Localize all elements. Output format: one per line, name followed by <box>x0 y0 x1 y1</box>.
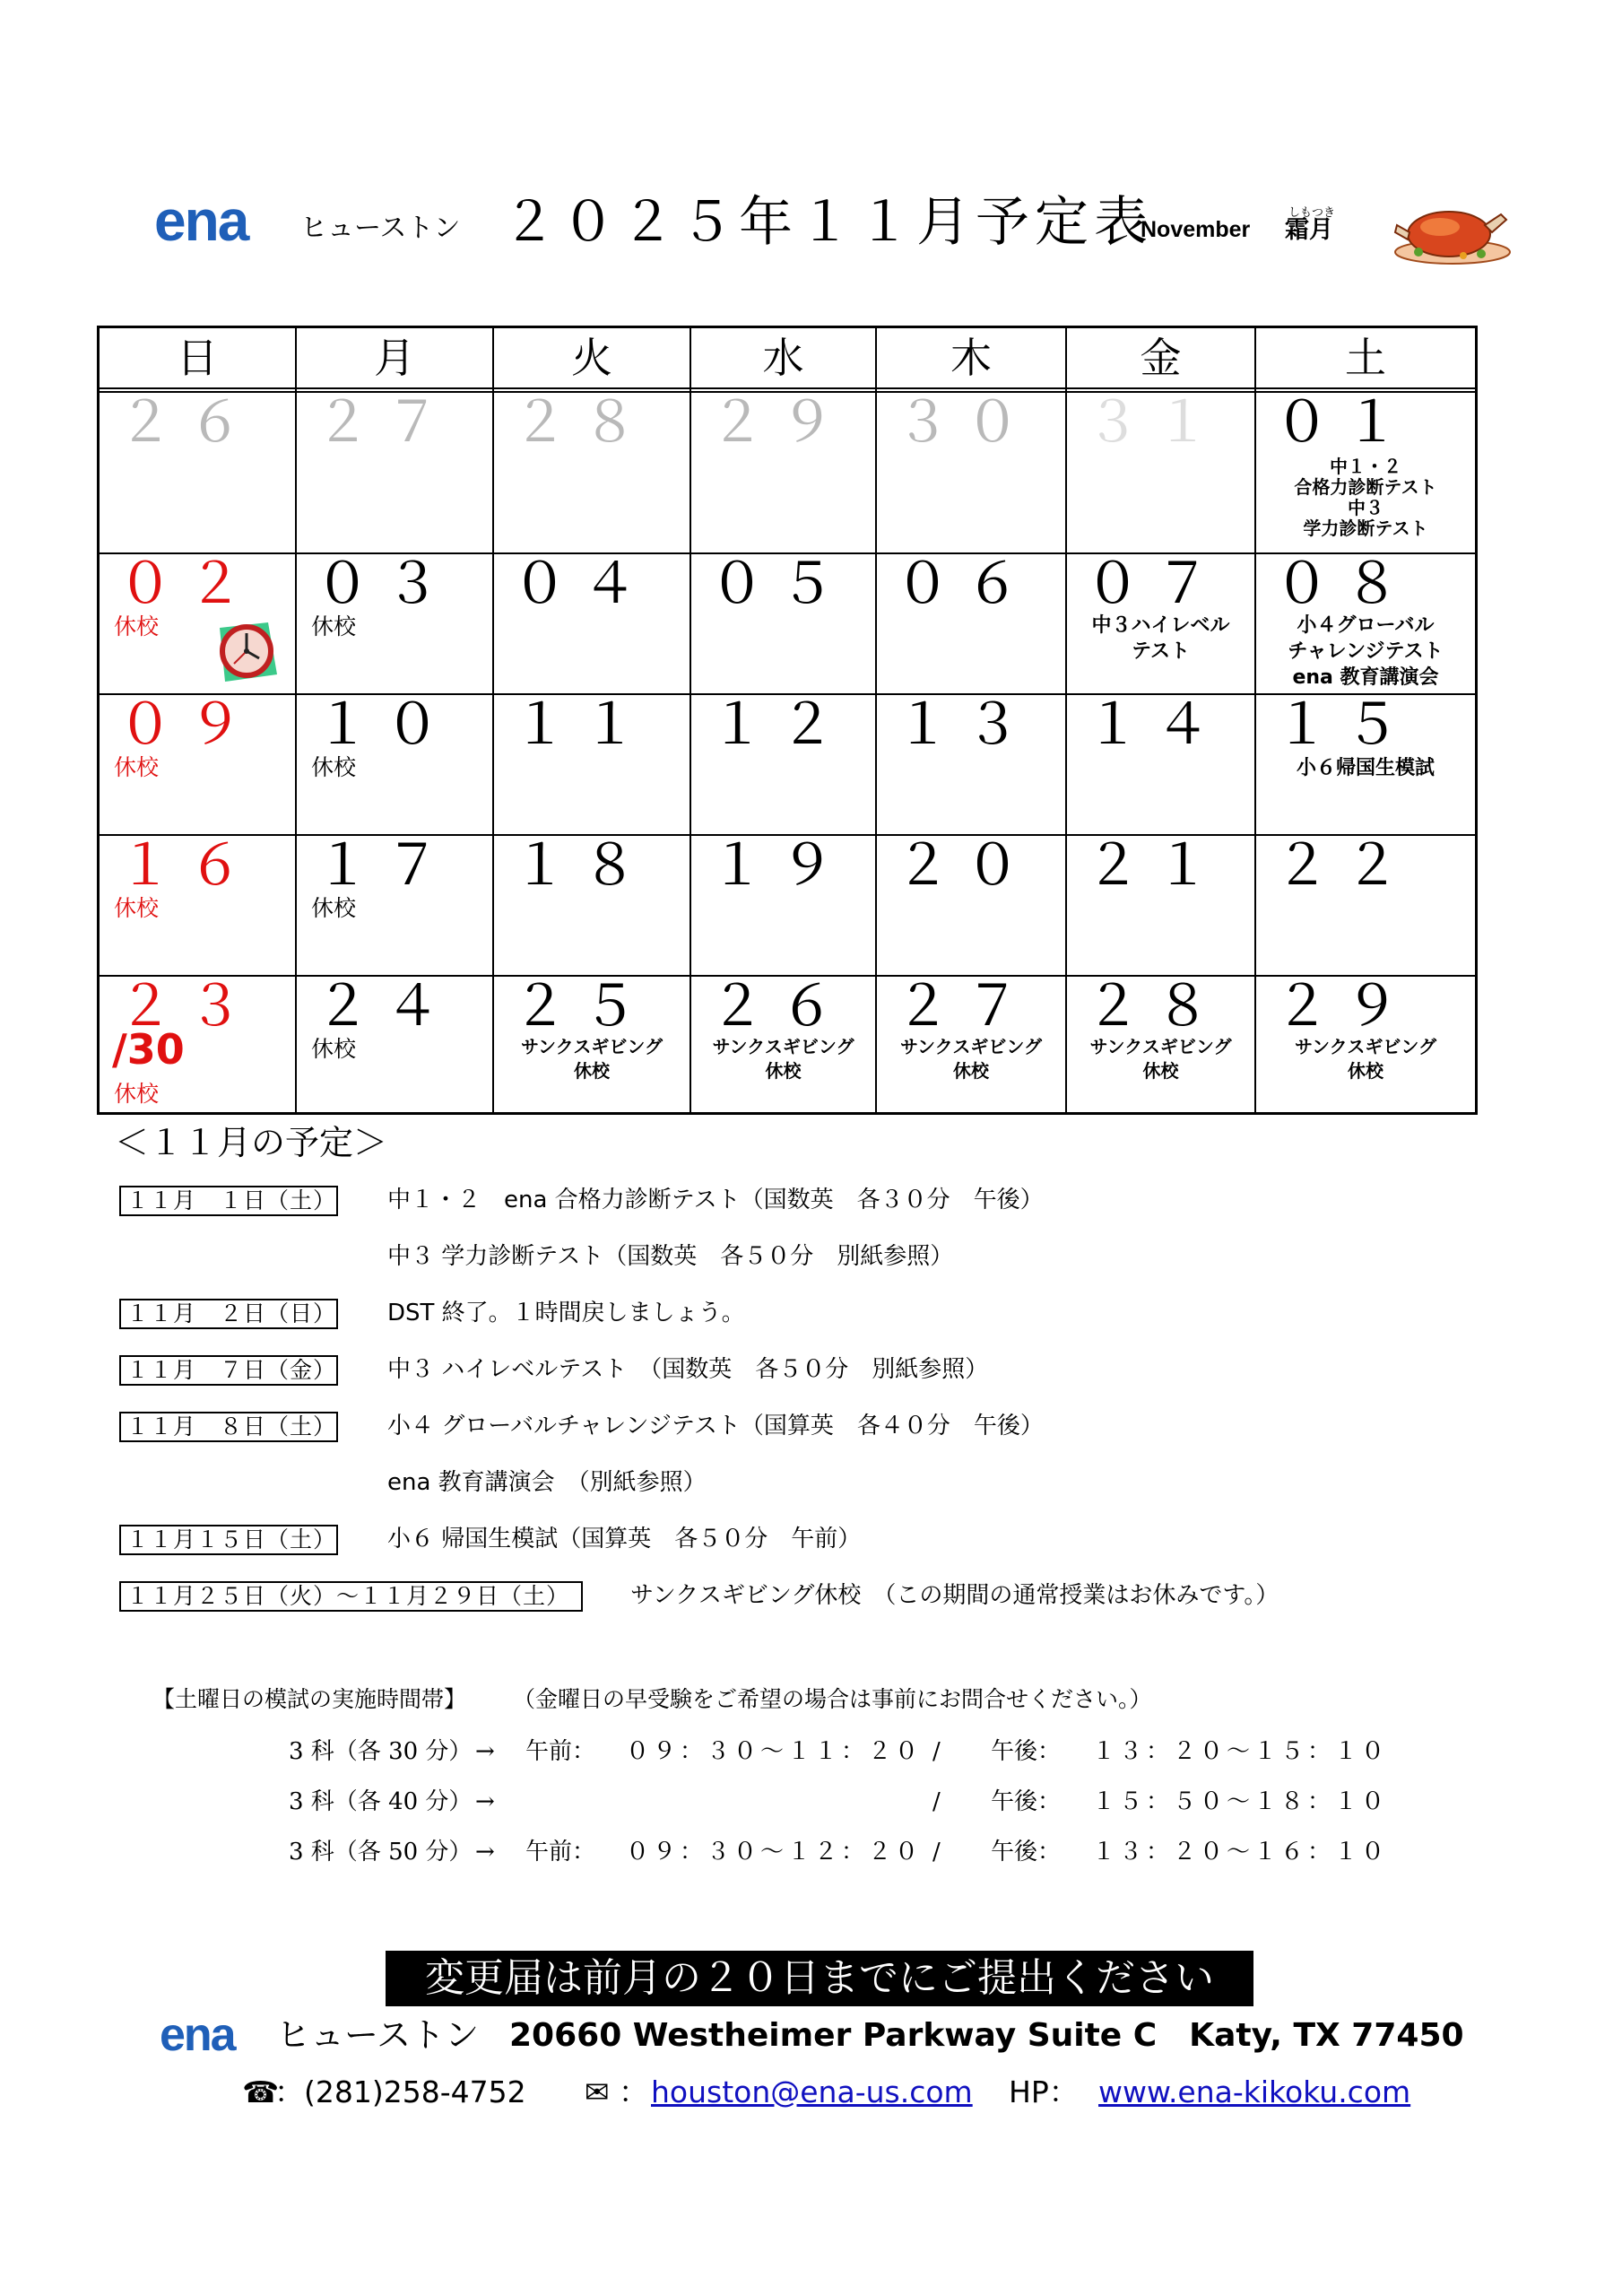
branch-name: ヒューストン <box>276 2015 480 2055</box>
schedule-heading: ＜１１月の予定＞ <box>115 1123 388 1162</box>
event-note: チャレンジテスト <box>1288 640 1444 663</box>
event-note: 休校 <box>574 1060 610 1082</box>
am-label: 午前： <box>525 1839 596 1866</box>
day-cell <box>1256 832 1475 975</box>
day-cell <box>691 691 875 834</box>
schedule-date: １１月２５日（火）～１１月２９日（土） <box>119 1581 583 1612</box>
day-cell <box>691 551 875 693</box>
pm-time: １５：５０～１８：１０ <box>1092 1788 1389 1815</box>
closed-note: 休校 <box>114 895 160 921</box>
day-number: ２１ <box>1085 832 1226 898</box>
mock-note: （金曜日の早受験をご希望の場合は事前にお問合せください。） <box>513 1686 1152 1712</box>
schedule-text: 小４ グローバルチャレンジテスト（国算英 各４０分 午後） <box>387 1413 1044 1439</box>
am-time: ０９：３０～１１：２０ <box>626 1738 923 1765</box>
notice-banner: 変更届は前月の２０日までにご提出ください <box>386 1951 1253 2006</box>
day-cell <box>100 973 295 1112</box>
separator: / <box>932 1738 941 1765</box>
event-note: サンクスギビング <box>1089 1036 1232 1057</box>
website-link[interactable]: www.ena-kikoku.com <box>1098 2074 1411 2109</box>
pm-label: 午後： <box>991 1839 1062 1866</box>
separator: / <box>932 1839 941 1866</box>
day-number: ３１ <box>1085 389 1226 455</box>
arrow: → <box>475 1738 495 1765</box>
event-note: ena 教育講演会 <box>1292 666 1439 689</box>
event-note: 休校 <box>1142 1060 1179 1082</box>
day-number: ０４ <box>512 551 653 616</box>
weekday-fri: 金 <box>1067 328 1256 387</box>
day-number: ０９ <box>117 691 258 757</box>
event-note: テスト <box>1131 640 1191 663</box>
day-cell <box>1067 973 1254 1112</box>
day-cell <box>1067 389 1254 552</box>
day-cell <box>1256 389 1475 552</box>
day-number: ２６ <box>117 389 258 455</box>
day-number: ２７ <box>315 389 455 455</box>
arrow: → <box>475 1788 495 1815</box>
day-number: １４ <box>1085 691 1226 757</box>
schedule-text: サンクスギビング休校 （この期間の通常授業はお休みです。） <box>630 1582 1279 1609</box>
schedule-text: ena 教育講演会 （別紙参照） <box>387 1469 707 1496</box>
day-cell <box>100 389 295 552</box>
weekday-thu: 木 <box>877 328 1067 387</box>
day-cell <box>100 691 295 834</box>
schedule-text: 中３ ハイレベルテスト （国数英 各５０分 別紙参照） <box>387 1356 989 1383</box>
day-cell <box>494 389 690 552</box>
arrow: → <box>475 1839 495 1866</box>
day-number: ０３ <box>315 551 455 616</box>
clock-icon <box>213 619 281 685</box>
email-link[interactable]: houston@ena-us.com <box>651 2074 973 2109</box>
schedule-text: 中３ 学力診断テスト（国数英 各５０分 別紙参照） <box>387 1243 954 1270</box>
day-cell <box>297 973 492 1112</box>
day-cell <box>1256 973 1475 1112</box>
day-number: ０８ <box>1274 551 1415 616</box>
day-number: ２９ <box>709 389 850 455</box>
day-number: １８ <box>512 832 653 898</box>
day-number: ０５ <box>709 551 850 616</box>
event-note: サンクスギビング <box>1295 1036 1436 1057</box>
event-note: 中３ハイレベル <box>1091 614 1230 637</box>
schedule-date: １１月１５日（土） <box>119 1525 338 1555</box>
day-number: ０１ <box>1274 389 1415 455</box>
day-number: ２８ <box>512 389 653 455</box>
closed-note: 休校 <box>311 613 357 639</box>
schedule-date: １１月 ８日（土） <box>119 1412 338 1442</box>
day-number: ２９ <box>1274 973 1415 1039</box>
mock-label: 3 科（各 30 分） <box>289 1738 473 1765</box>
address: 20660 Westheimer Parkway Suite C Katy, TX 77450 <box>509 2017 1464 2054</box>
event-note: サンクスギビング <box>521 1036 663 1057</box>
day-cell <box>691 832 875 975</box>
day-number: ０６ <box>895 551 1036 616</box>
day-cell <box>100 832 295 975</box>
separator: / <box>932 1788 941 1815</box>
day-number: ２７ <box>895 973 1036 1039</box>
calendar-grid <box>97 326 1478 1115</box>
day-number: １６ <box>117 832 258 898</box>
closed-note: 休校 <box>114 613 160 639</box>
day-cell <box>297 832 492 975</box>
day-cell <box>297 389 492 552</box>
day-cell <box>1256 691 1475 834</box>
phone-number: ：(281)258-4752 <box>274 2074 526 2109</box>
event-note: 中１・２ <box>1330 456 1401 477</box>
day-number: １１ <box>512 691 653 757</box>
day-cell <box>877 389 1065 552</box>
event-note: 休校 <box>1348 1060 1383 1082</box>
weekday-sun: 日 <box>100 328 297 387</box>
schedule-date: １１月 ２日（日） <box>119 1299 338 1329</box>
mock-label: 3 科（各 50 分） <box>289 1839 473 1866</box>
event-note: 中３ <box>1348 497 1383 518</box>
day-number: ２５ <box>512 973 653 1039</box>
day-number: ２２ <box>1274 832 1415 898</box>
mock-label: 3 科（各 40 分） <box>289 1788 473 1815</box>
day-cell <box>877 551 1065 693</box>
pm-time: １３：２０～１５：１０ <box>1092 1738 1389 1765</box>
day-cell <box>691 973 875 1112</box>
day-number: ２８ <box>1085 973 1226 1039</box>
day-number: １９ <box>709 832 850 898</box>
am-label: 午前： <box>525 1738 596 1765</box>
page-header <box>0 179 1622 278</box>
event-note: サンクスギビング <box>712 1036 854 1057</box>
day-cell <box>691 389 875 552</box>
weekday-mon: 月 <box>297 328 494 387</box>
closed-note: 休校 <box>114 1081 160 1107</box>
day-cell <box>297 551 492 693</box>
event-note: 学力診断テスト <box>1303 517 1428 539</box>
day-number: ３０ <box>895 389 1036 455</box>
am-time: ０９：３０～１２：２０ <box>626 1839 923 1866</box>
day-cell <box>1256 551 1475 693</box>
month-ruby: しもつき <box>1288 206 1336 220</box>
schedule-date: １１月 ７日（金） <box>119 1355 338 1386</box>
month-english: November <box>1141 217 1251 242</box>
day-cell <box>494 832 690 975</box>
mock-heading: 【土曜日の模試の実施時間帯】 <box>152 1686 467 1712</box>
day-number: １３ <box>895 691 1036 757</box>
pm-label: 午後： <box>991 1788 1062 1815</box>
event-note: 小６帰国生模試 <box>1296 757 1435 779</box>
event-note: 合格力診断テスト <box>1294 476 1437 498</box>
day-cell <box>494 691 690 834</box>
pm-label: 午後： <box>991 1738 1062 1765</box>
mail-icon: ✉ <box>585 2074 610 2109</box>
day-cell <box>1067 832 1254 975</box>
hp-label: HP： <box>1009 2074 1079 2109</box>
day-number: ２４ <box>315 973 455 1039</box>
day-cell <box>494 973 690 1112</box>
email-prefix: ： <box>619 2074 648 2109</box>
closed-note: 休校 <box>311 895 357 921</box>
day-number: １５ <box>1274 691 1415 757</box>
ena-logo: ena <box>160 2009 235 2061</box>
event-note: 休校 <box>765 1060 802 1082</box>
branch-name: ヒューストン <box>300 213 461 244</box>
page-title: ２０２５年１１月予定表 <box>502 191 1153 254</box>
day-number: ２０ <box>895 832 1036 898</box>
pm-time: １３：２０～１６：１０ <box>1092 1839 1389 1866</box>
schedule-text: DST 終了。１時間戻しましょう。 <box>387 1300 745 1326</box>
ena-logo: ena <box>154 188 248 253</box>
schedule-text: 中１・２ ena 合格力診断テスト（国数英 各３０分 午後） <box>387 1187 1044 1213</box>
closed-note: 休校 <box>311 754 357 780</box>
event-note: 小４グローバル <box>1297 614 1435 637</box>
weekday-tue: 火 <box>494 328 691 387</box>
day-cell <box>494 551 690 693</box>
event-note: 休校 <box>953 1060 989 1082</box>
day-cell <box>877 832 1065 975</box>
day-number: １７ <box>315 832 455 898</box>
closed-note: 休校 <box>311 1036 357 1062</box>
day-number-extra: /30 <box>112 1025 185 1074</box>
schedule-text: 小６ 帰国生模試（国算英 各５０分 午前） <box>387 1526 862 1552</box>
schedule-date: １１月 １日（土） <box>119 1186 338 1216</box>
turkey-icon <box>1392 193 1514 266</box>
day-number: ２３ <box>117 973 258 1039</box>
day-cell <box>877 691 1065 834</box>
month-japanese: 霜月 <box>1285 216 1333 244</box>
day-number: ０２ <box>117 551 258 616</box>
day-number: １０ <box>315 691 455 757</box>
day-number: １２ <box>709 691 850 757</box>
day-number: ０７ <box>1085 551 1226 616</box>
day-cell <box>877 973 1065 1112</box>
phone-icon: ☎ <box>242 2074 280 2109</box>
closed-note: 休校 <box>114 754 160 780</box>
day-cell <box>100 551 295 693</box>
day-cell <box>1067 551 1254 693</box>
weekday-sat: 土 <box>1345 334 1386 382</box>
weekday-wed: 水 <box>691 328 877 387</box>
event-note: サンクスギビング <box>900 1036 1042 1057</box>
day-cell <box>1067 691 1254 834</box>
day-number: ２６ <box>709 973 850 1039</box>
day-cell <box>297 691 492 834</box>
